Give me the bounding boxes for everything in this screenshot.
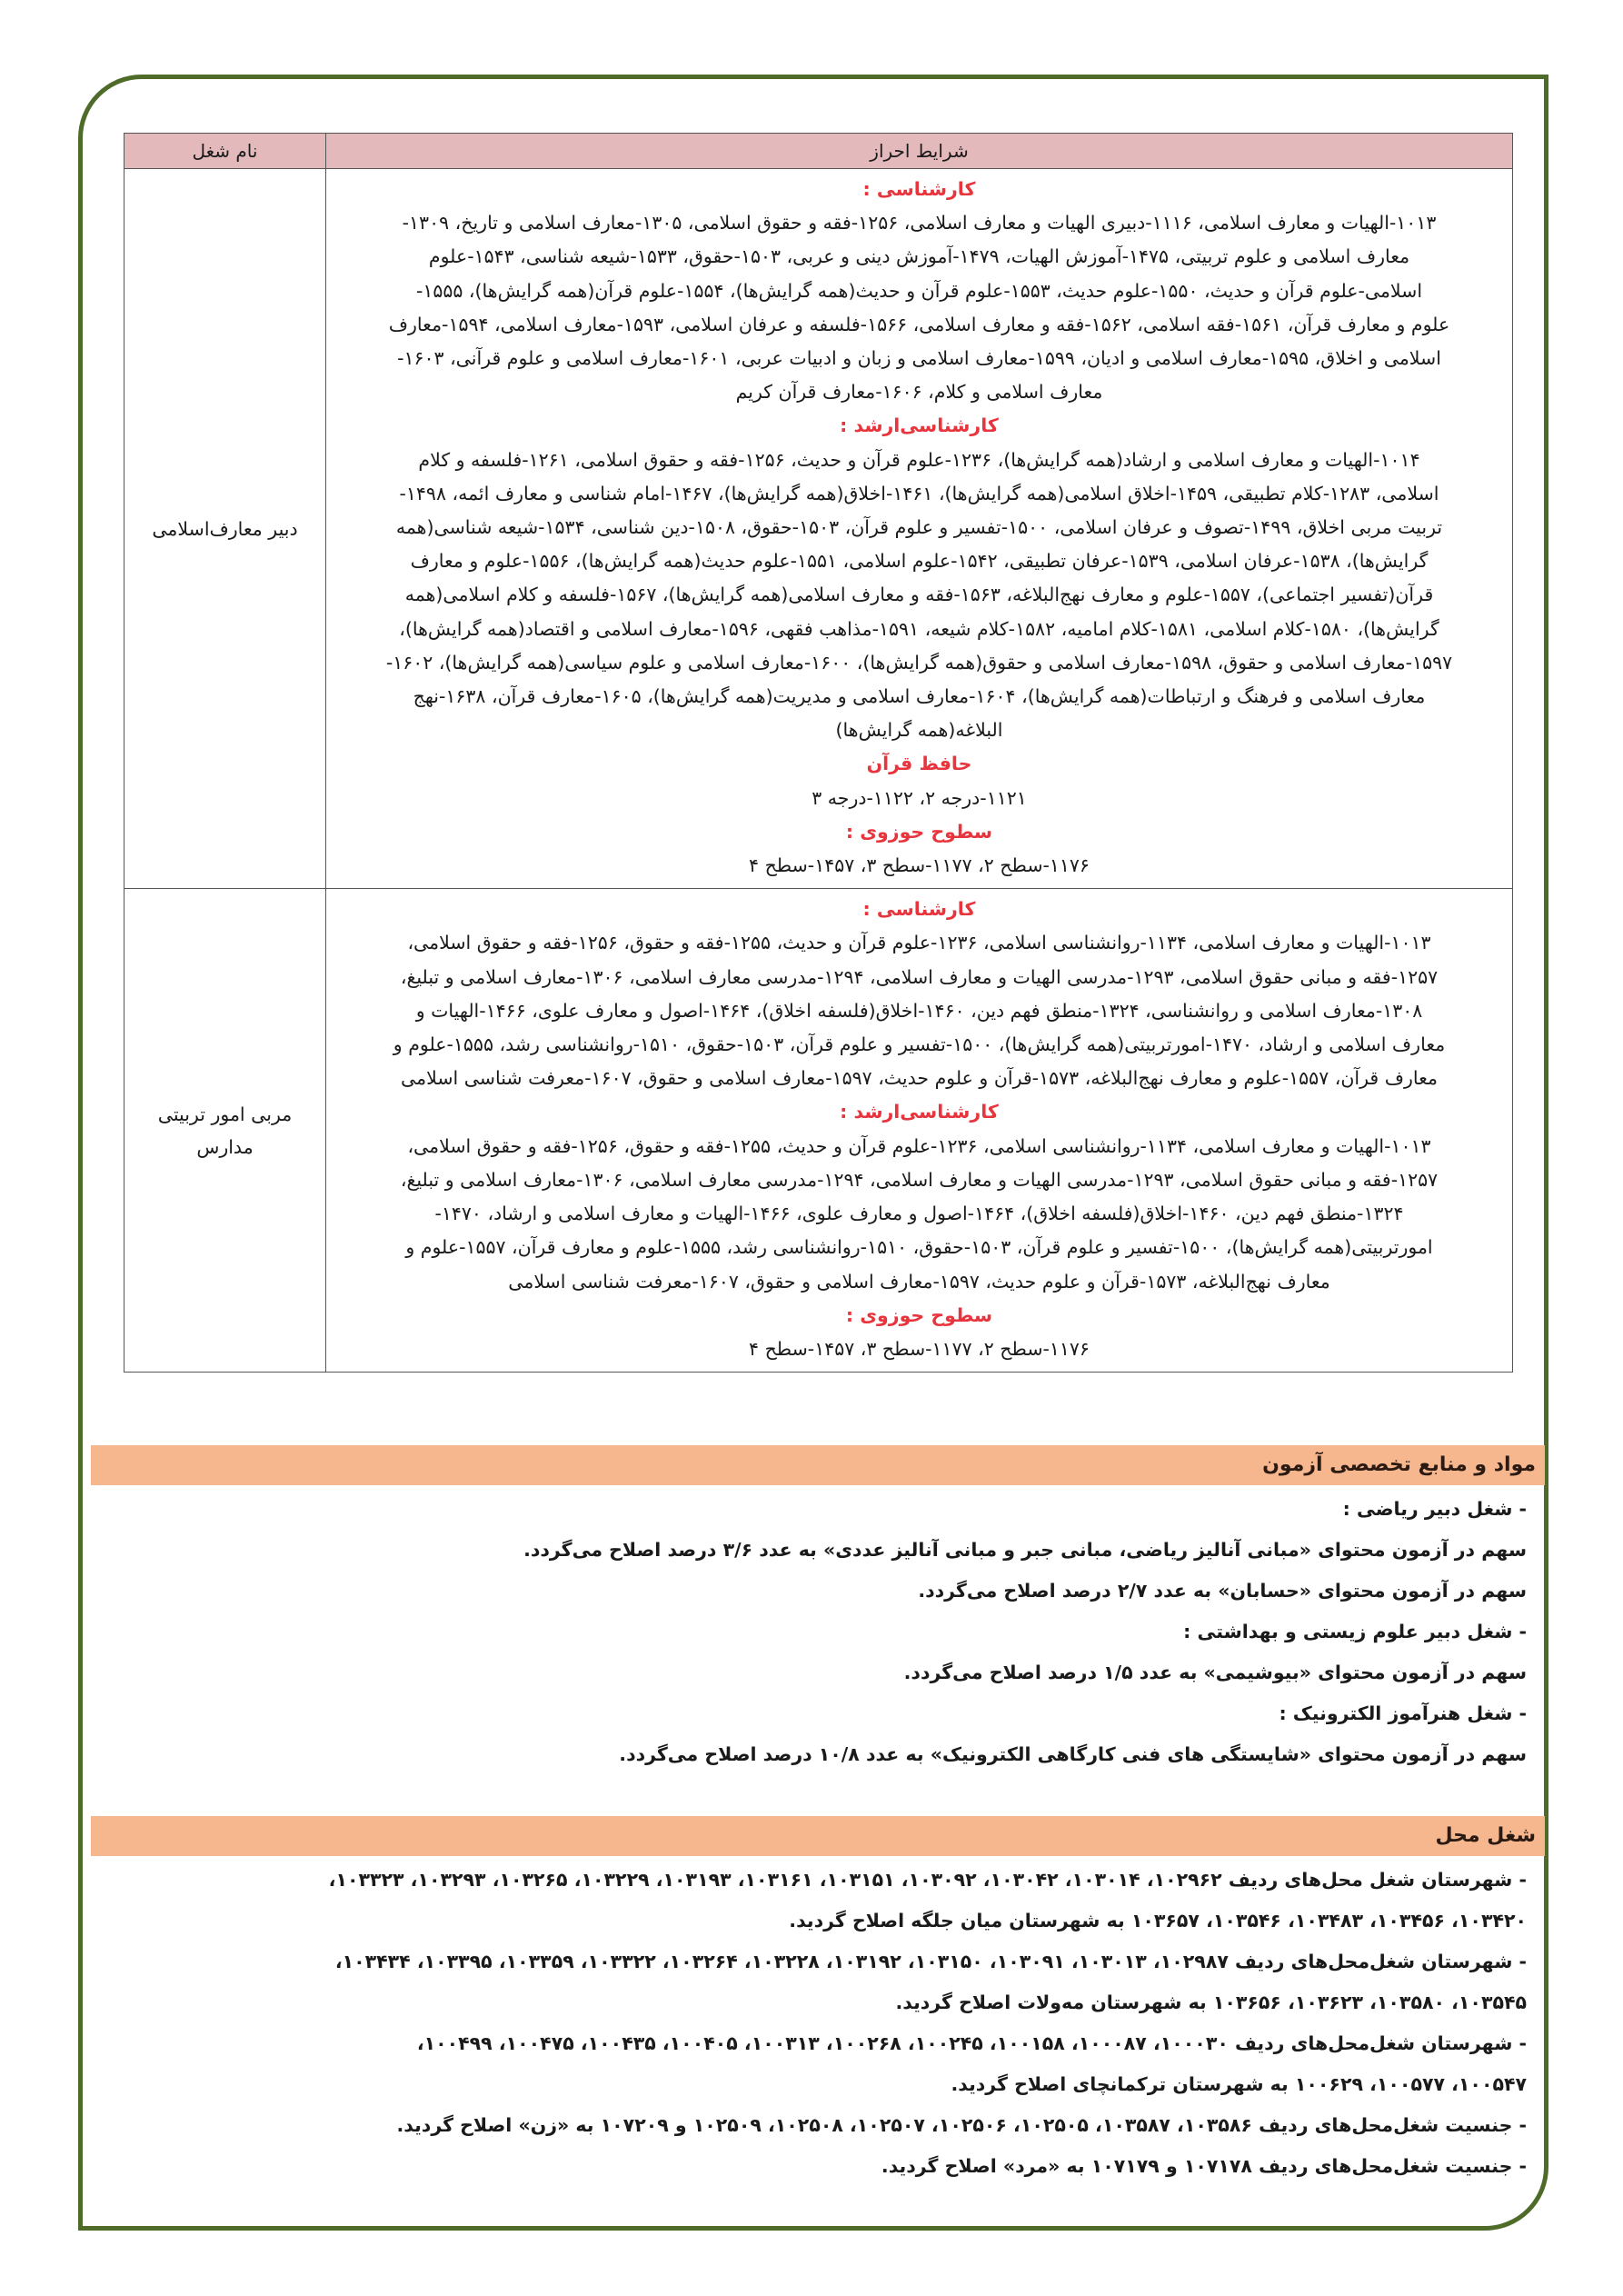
condition-line: ۱۵۹۷-معارف اسلامی و حقوق، ۱۵۹۸-معارف اسلامی و حقوق(همه گرایش‌ها)، ۱۶۰۰-معارف اسلامی و علوم سیاسی(همه گرایش‌ها)، ۱۶۰۲- <box>385 651 1453 674</box>
condition-line: اسلامی و اخلاق، ۱۵۹۵-معارف اسلامی و ادیان، ۱۵۹۹-معارف اسلامی و زبان و ادبیات عربی، ۱۶۰۱-معارف اسلامی و علوم قرآنی، ۱۶۰۳- <box>397 347 1441 370</box>
block-label: حافظ قرآن <box>866 753 972 775</box>
location-section-body <box>109 1860 1527 2187</box>
condition-line: ۱۱۷۶-سطح ۲، ۱۱۷۷-سطح ۳، ۱۴۵۷-سطح ۴ <box>749 1337 1090 1360</box>
location-line: ۱۰۳۵۴۵، ۱۰۳۵۸۰، ۱۰۳۶۲۳، ۱۰۳۶۵۶ به شهرستان مه‌ولات اصلاح گردید. <box>895 1992 1527 2013</box>
condition-line: معارف اسلامی و ارشاد، ۱۴۷۰-امورتربیتی(همه گرایش‌ها)، ۱۵۰۰-تفسیر و علوم قرآن، ۱۵۰۳-حقوق، ۱۵۱۰-روانشناسی رشد، ۱۵۵۵-علوم و <box>393 1033 1446 1056</box>
condition-line: معارف اسلامی و کلام، ۱۶۰۶-معارف قرآن کریم <box>735 381 1103 404</box>
conditions-cell <box>326 169 1513 889</box>
condition-line: معارف اسلامی و علوم تربیتی، ۱۴۷۵-آموزش الهیات، ۱۴۷۹-آموزش دینی و عربی، ۱۵۰۳-حقوق، ۱۵۳۳-شیعه شناسی، ۱۵۴۳-علوم <box>428 245 1410 268</box>
exam-line: سهم در آزمون محتوای «حسابان» به عدد ۲/۷ درصد اصلاح می‌گردد. <box>918 1580 1527 1602</box>
location-line: ۱۰۳۴۲۰، ۱۰۳۴۵۶، ۱۰۳۴۸۳، ۱۰۳۵۴۶، ۱۰۳۶۵۷ به شهرستان میان جلگه اصلاح گردید. <box>789 1910 1527 1932</box>
condition-line: ۱۰۱۳-الهیات و معارف اسلامی، ۱۱۳۴-روانشناسی اسلامی، ۱۲۳۶-علوم قرآن و حدیث، ۱۲۵۵-فقه و حقوق، ۱۲۵۶-فقه و حقوق اسلامی، <box>407 1134 1431 1157</box>
location-line: - شهرستان شغل‌محل‌های ردیف ۱۰۰۰۳۰، ۱۰۰۰۸۷، ۱۰۰۱۵۸، ۱۰۰۲۴۵، ۱۰۰۲۶۸، ۱۰۰۳۱۳، ۱۰۰۴۰۵، ۱۰۰۴۳۵، ۱۰۰۴۷۵، ۱۰۰۴۹۹، <box>416 2032 1527 2054</box>
condition-line: ۱۱۲۱-درجه ۲، ۱۱۲۲-درجه ۳ <box>812 786 1027 809</box>
block-label: سطوح حوزوی : <box>845 820 993 843</box>
exam-section-body <box>109 1489 1527 1775</box>
block-label: کارشناسی‌ارشد : <box>840 1101 999 1123</box>
header-conditions: شرایط احراز <box>326 134 1513 169</box>
condition-line: اسلامی-علوم قرآن و حدیث، ۱۵۵۰-علوم حدیث، ۱۵۵۳-علوم قرآن و حدیث(همه گرایش‌ها)، ۱۵۵۴-علوم قرآن(همه گرایش‌ها)، ۱۵۵۵- <box>415 279 1423 302</box>
location-line: - جنسیت شغل‌محل‌های ردیف ۱۰۳۵۸۶، ۱۰۳۵۸۷، ۱۰۲۵۰۵، ۱۰۲۵۰۶، ۱۰۲۵۰۷، ۱۰۲۵۰۸، ۱۰۲۵۰۹ و ۱۰۷۲۰۹ به «زن» اصلاح گردید. <box>396 2114 1527 2136</box>
condition-line: اسلامی، ۱۲۸۳-کلام تطبیقی، ۱۴۵۹-اخلاق اسلامی(همه گرایش‌ها)، ۱۴۶۱-اخلاق(همه گرایش‌ها)، ۱۴۶۷-امام شناسی و معارف ائمه، ۱۴۹۸- <box>399 482 1439 504</box>
condition-line: علوم و معارف قرآن، ۱۵۶۱-فقه اسلامی، ۱۵۶۲-فقه و معارف اسلامی، ۱۵۶۶-فلسفه و عرفان اسلامی، ۱۵۹۳-معارف اسلامی، ۱۵۹۴-معارف <box>388 313 1450 335</box>
block-label: کارشناسی‌ارشد : <box>840 414 999 437</box>
block-label: کارشناسی : <box>862 898 976 921</box>
header-job: نام شغل <box>124 134 326 169</box>
location-line: ۱۰۰۵۴۷، ۱۰۰۵۷۷، ۱۰۰۶۲۹ به شهرستان ترکمانچای اصلاح گردید. <box>951 2073 1527 2095</box>
condition-line: ۱۰۱۳-الهیات و معارف اسلامی، ۱۱۳۴-روانشناسی اسلامی، ۱۲۳۶-علوم قرآن و حدیث، ۱۲۵۵-فقه و حقوق، ۱۲۵۶-فقه و حقوق اسلامی، <box>407 932 1431 954</box>
conditions-cell <box>326 889 1513 1373</box>
condition-line: ۱۰۱۳-الهیات و معارف اسلامی، ۱۱۱۶-دبیری الهیات و معارف اسلامی، ۱۲۵۶-فقه و حقوق اسلامی، ۱۳۰۵-معارف اسلامی و تاریخ، ۱۳۰۹- <box>402 212 1437 235</box>
location-line: - شهرستان شغل‌محل‌های ردیف ۱۰۲۹۸۷، ۱۰۳۰۱۳، ۱۰۳۰۹۱، ۱۰۳۱۵۰، ۱۰۳۱۹۲، ۱۰۳۲۲۸، ۱۰۳۲۶۴، ۱۰۳۳۲۲، ۱۰۳۳۵۹، ۱۰۳۳۹۵، ۱۰۳۴۳۴، <box>334 1951 1527 1972</box>
condition-line: ۱۲۵۷-فقه و مبانی حقوق اسلامی، ۱۲۹۳-مدرسی الهیات و معارف اسلامی، ۱۲۹۴-مدرسی معارف اسلامی، ۱۳۰۶-معارف اسلامی و تبلیغ، <box>400 965 1439 988</box>
block-label: سطوح حوزوی : <box>845 1303 993 1326</box>
exam-line: سهم در آزمون محتوای «بیوشیمی» به عدد ۱/۵ درصد اصلاح می‌گردد. <box>903 1662 1527 1683</box>
condition-line: گرایش‌ها)، ۱۵۸۰-کلام اسلامی، ۱۵۸۱-کلام امامیه، ۱۵۸۲-کلام شیعه، ۱۵۹۱-مذاهب فقهی، ۱۵۹۶-معارف اسلامی و اقتصاد(همه گرایش‌ها)، <box>399 617 1439 640</box>
exam-line: - شغل هنرآموز الکترونیک : <box>1279 1702 1527 1724</box>
condition-line: ۱۰۱۴-الهیات و معارف اسلامی و ارشاد(همه گرایش‌ها)، ۱۲۳۶-علوم قرآن و حدیث، ۱۲۵۶-فقه و حقوق اسلامی، ۱۲۶۱-فلسفه و کلام <box>418 448 1420 471</box>
condition-line: ۱۱۷۶-سطح ۲، ۱۱۷۷-سطح ۳، ۱۴۵۷-سطح ۴ <box>749 854 1090 877</box>
condition-line: تربیت مربی اخلاق، ۱۴۹۹-تصوف و عرفان اسلامی، ۱۵۰۰-تفسیر و علوم قرآن، ۱۵۰۳-حقوق، ۱۵۰۸-دین شناسی، ۱۵۳۴-شیعه شناسی(همه <box>395 516 1443 539</box>
condition-line: ۱۲۵۷-فقه و مبانی حقوق اسلامی، ۱۲۹۳-مدرسی الهیات و معارف اسلامی، ۱۲۹۴-مدرسی معارف اسلامی، ۱۳۰۶-معارف اسلامی و تبلیغ، <box>400 1168 1439 1191</box>
condition-line: ۱۳۲۴-منطق فهم دین، ۱۴۶۰-اخلاق(فلسفه اخلاق)، ۱۴۶۴-اصول و معارف علوی، ۱۴۶۶-الهیات و معارف اسلامی و ارشاد، ۱۴۷۰- <box>434 1203 1404 1225</box>
table-row <box>124 889 1513 1373</box>
job-name-cell: مربی امور تربیتی مدارس <box>124 889 326 1373</box>
condition-line: ۱۳۰۸-معارف اسلامی و روانشناسی، ۱۳۲۴-منطق فهم دین، ۱۴۶۰-اخلاق(فلسفه اخلاق)، ۱۴۶۴-اصول و معارف علوی، ۱۴۶۶-الهیات و <box>415 999 1423 1022</box>
table-header-row <box>124 134 1513 169</box>
location-section-title: شغل محل <box>91 1816 1545 1856</box>
table-row <box>124 169 1513 889</box>
condition-line: معارف اسلامی و فرهنگ و ارتباطات(همه گرایش‌ها)، ۱۶۰۴-معارف اسلامی و مدیریت(همه گرایش‌ها)، ۱۶۰۵-معارف قرآن، ۱۶۳۸-نهج <box>413 685 1426 708</box>
location-line: - جنسیت شغل‌محل‌های ردیف ۱۰۷۱۷۸ و ۱۰۷۱۷۹ به «مرد» اصلاح گردید. <box>881 2155 1527 2177</box>
location-line: - شهرستان شغل محل‌های ردیف ۱۰۲۹۶۲، ۱۰۳۰۱۴، ۱۰۳۰۴۲، ۱۰۳۰۹۲، ۱۰۳۱۵۱، ۱۰۳۱۶۱، ۱۰۳۱۹۳، ۱۰۳۲۲۹، ۱۰۳۲۶۵، ۱۰۳۲۹۳، ۱۰۳۳۲۳، <box>328 1869 1527 1891</box>
condition-line: البلاغه(همه گرایش‌ها) <box>835 719 1003 742</box>
condition-line: گرایش‌ها)، ۱۵۳۸-عرفان اسلامی، ۱۵۳۹-عرفان تطبیقی، ۱۵۴۲-علوم اسلامی، ۱۵۵۱-علوم حدیث(همه گرایش‌ها)، ۱۵۵۶-علوم و معارف <box>410 550 1429 573</box>
exam-line: - شغل دبیر ریاضی : <box>1342 1498 1527 1520</box>
condition-line: امورتربیتی(همه گرایش‌ها)، ۱۵۰۰-تفسیر و علوم قرآن، ۱۵۰۳-حقوق، ۱۵۱۰-روانشناسی رشد، ۱۵۵۵-علوم و معارف قرآن، ۱۵۵۷-علوم و <box>405 1236 1433 1259</box>
condition-line: قرآن(تفسیر اجتماعی)، ۱۵۵۷-علوم و معارف نهج‌البلاغه، ۱۵۶۳-فقه و معارف اسلامی(همه گرایش‌ها)، ۱۵۶۷-فلسفه و کلام اسلامی(همه <box>404 584 1434 606</box>
condition-line: معارف قرآن، ۱۵۵۷-علوم و معارف نهج‌البلاغه، ۱۵۷۳-قرآن و علوم حدیث، ۱۵۹۷-معارف اسلامی و حقوق، ۱۶۰۷-معرفت شناسی اسلامی <box>401 1067 1438 1090</box>
exam-section-title: مواد و منابع تخصصی آزمون <box>91 1445 1545 1485</box>
exam-line: سهم در آزمون محتوای «مبانی آنالیز ریاضی، مبانی جبر و مبانی آنالیز عددی» به عدد ۳/۶ درصد اصلاح می‌گردد. <box>523 1539 1527 1561</box>
exam-line: - شغل دبیر علوم زیستی و بهداشتی : <box>1183 1621 1527 1642</box>
requirements-table <box>124 133 1513 1373</box>
condition-line: معارف نهج‌البلاغه، ۱۵۷۳-قرآن و علوم حدیث، ۱۵۹۷-معارف اسلامی و حقوق، ۱۶۰۷-معرفت شناسی اسلامی <box>508 1270 1330 1293</box>
exam-line: سهم در آزمون محتوای «شایستگی های فنی کارگاهی الکترونیک» به عدد ۱۰/۸ درصد اصلاح می‌گردد. <box>619 1743 1527 1765</box>
block-label: کارشناسی : <box>862 178 976 200</box>
job-name-cell: دبیر معارف‌اسلامی <box>124 169 326 889</box>
